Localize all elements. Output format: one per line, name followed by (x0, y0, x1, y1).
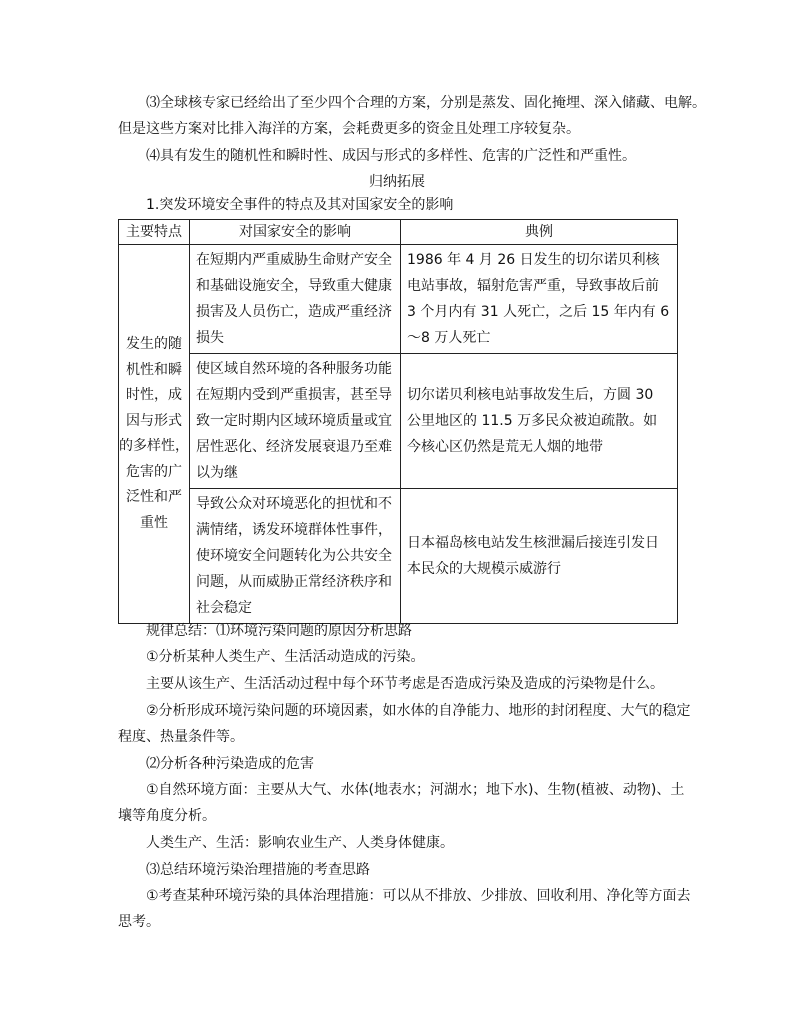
summary-line-3: 主要从该生产、生活活动过程中每个环节考虑是否造成污染及造成的污染物是什么。 (146, 676, 664, 692)
impact-text: 使区域自然环境的各种服务功能在短期内受到严重损害，甚至导致一定时期内区域环境质量或宜居性恶化、经济发展衰退乃至难以为继 (196, 361, 392, 481)
header-example: 典例 (401, 220, 678, 245)
feature-line: 危害的广 (126, 463, 182, 480)
impact-text: 导致公众对环境恶化的担忧和不满情绪，诱发环境群体性事件，使环境安全问题转化为公共安全问题，从而威胁正常经济秩序和社会稳定 (196, 496, 392, 616)
summary-line-10: ⑶总结环境污染治理措施的考查思路 (146, 862, 370, 878)
feature-line: 泛性和严 (126, 489, 182, 505)
example-text: 日本福岛核电站发生核泄漏后接连引发日本民众的大规模示威游行 (407, 535, 659, 577)
example-cell (401, 354, 678, 489)
impact-cell (190, 489, 401, 624)
feature-line: 因与形式 (126, 412, 182, 429)
summary-line-7: ①自然环境方面：主要从大气、水体(地表水；河湖水；地下水)、生物(植被、动物)、土 (146, 782, 685, 798)
table-header-row (119, 220, 678, 245)
summary-line-8: 壤等角度分析。 (118, 808, 216, 824)
feature-line: 发生的随 (126, 336, 182, 352)
summary-line-5: 程度、热量条件等。 (118, 729, 244, 745)
summary-line-6: ⑵分析各种污染造成的危害 (146, 756, 314, 772)
header-feature: 主要特点 (119, 220, 190, 245)
summary-line-11: ①考查某种环境污染的具体治理措施：可以从不排放、少排放、回收利用、净化等方面去 (146, 888, 691, 904)
table-row (119, 489, 678, 624)
summary-line-9: 人类生产、生活：影响农业生产、人类身体健康。 (146, 835, 454, 851)
summary-line-2: ①分析某种人类生产、生活活动造成的污染。 (146, 649, 425, 665)
feature-cell (119, 245, 190, 624)
example-text: 切尔诺贝利核电站事故发生后，方圆 30 公里地区的 11.5 万多民众被迫疏散。如今核心区仍然是荒无人烟的地带 (407, 387, 658, 455)
example-cell (401, 245, 678, 354)
impact-cell (190, 245, 401, 354)
header-impact: 对国家安全的影响 (190, 220, 401, 245)
impact-text: 在短期内严重威胁生命财产安全和基础设施安全，导致重大健康损害及人员伤亡，造成严重经济损失 (196, 252, 392, 346)
paragraph-4-line-1: ⑷具有发生的随机性和瞬时性、成因与形式的多样性、危害的广泛性和严重性。 (146, 148, 636, 164)
summary-line-1: 规律总结：⑴环境污染问题的原因分析思路 (146, 623, 412, 639)
example-cell (401, 489, 678, 624)
impact-table (118, 219, 678, 624)
feature-line: 机性和瞬 (126, 361, 182, 378)
feature-line: 的多样性， (119, 438, 189, 454)
feature-line: 重性 (140, 514, 168, 531)
paragraph-3-line-2: 但是这些方案对比排入海洋的方案，会耗费更多的资金且处理工序较复杂。 (118, 121, 580, 137)
table-caption: 1.突发环境安全事件的特点及其对国家安全的影响 (146, 197, 454, 213)
section-title: 归纳拓展 (369, 174, 425, 190)
summary-line-4: ②分析形成环境污染问题的环境因素，如水体的自净能力、地形的封闭程度、大气的稳定 (146, 703, 691, 719)
paragraph-3-line-1: ⑶全球核专家已经给出了至少四个合理的方案，分别是蒸发、固化掩埋、深入储藏、电解。 (146, 95, 706, 111)
example-text: 1986 年 4 月 26 日发生的切尔诺贝利核电站事故，辐射危害严重，导致事故后前 3 个月内有 31 人死亡，之后 15 年内有 6～8 万人死亡 (407, 252, 670, 346)
table-row (119, 245, 678, 354)
feature-line: 时性，成 (126, 387, 182, 403)
summary-line-12: 思考。 (118, 914, 160, 930)
table-row (119, 354, 678, 489)
impact-cell (190, 354, 401, 489)
